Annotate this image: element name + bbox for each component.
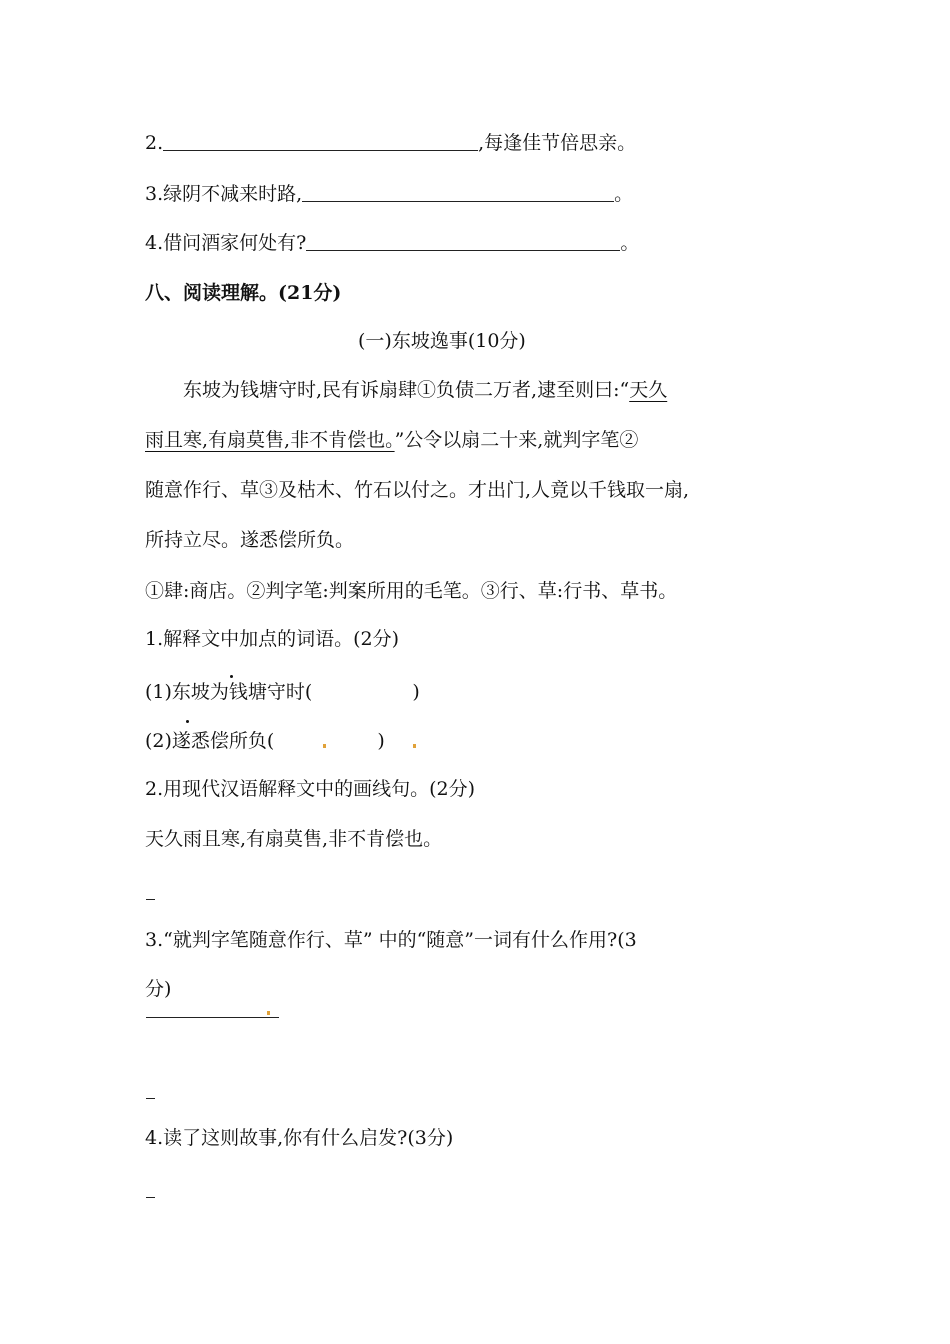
passage-line-3: 随意作行、草③及枯木、竹石以付之。才出门,人竟以千钱取一扇,	[145, 479, 690, 501]
answer-blank[interactable]	[302, 183, 614, 202]
question-1-2-close: )	[377, 730, 385, 752]
poem-line-4	[145, 230, 639, 256]
poem-3-prefix: 3.绿阴不减来时路,	[145, 183, 303, 205]
question-4: 4.读了这则故事,你有什么启发?(3分)	[145, 1127, 454, 1149]
poem-4-prefix: 4.借问酒家何处有?	[145, 232, 307, 254]
question-1-2-text: (2)遂悉偿所负(	[145, 730, 275, 752]
underlined-sentence-b: 雨且寒,有扇莫售,非不肯偿也。	[145, 429, 395, 451]
poem-2-suffix: ,每逢佳节倍思亲。	[478, 132, 637, 154]
section-heading: 八、阅读理解。(21分)	[145, 282, 342, 304]
passage-line-4: 所持立尽。遂悉偿所负。	[145, 529, 355, 551]
passage-text	[145, 365, 815, 565]
question-2: 2.用现代汉语解释文中的画线句。(2分)	[145, 778, 476, 800]
answer-line[interactable]	[146, 1017, 279, 1018]
passage-title: (一)东坡逸事(10分)	[358, 330, 526, 352]
answer-line[interactable]	[146, 1197, 155, 1198]
question-1-1-close: )	[412, 681, 420, 703]
question-1-1	[145, 679, 420, 705]
question-3-line-1: 3.“就判字笔随意作行、草” 中的“随意”一词有什么作用?(3	[145, 929, 637, 951]
underlined-sentence-a: 天久	[629, 379, 668, 401]
question-1-2	[145, 728, 385, 754]
emphasis-dot	[186, 720, 189, 723]
poem-3-suffix: 。	[614, 183, 634, 205]
orange-mark	[323, 744, 326, 748]
answer-blank[interactable]	[306, 232, 620, 251]
orange-mark	[267, 1011, 270, 1015]
poem-line-2	[145, 130, 636, 156]
answer-line[interactable]	[146, 899, 155, 900]
poem-2-prefix: 2.	[145, 132, 164, 154]
question-3-line-2: 分)	[145, 978, 172, 1000]
question-1-1-text: (1)东坡为钱塘守时(	[145, 681, 313, 703]
answer-line[interactable]	[146, 1098, 155, 1099]
emphasis-dot	[230, 675, 233, 678]
question-2-sentence: 天久雨且寒,有扇莫售,非不肯偿也。	[145, 828, 443, 850]
question-1: 1.解释文中加点的词语。(2分)	[145, 628, 400, 650]
poem-line-3	[145, 181, 633, 207]
orange-mark	[413, 744, 416, 748]
passage-part2: ”公令以扇二十来,就判字笔②	[394, 429, 639, 451]
passage-part1: 东坡为钱塘守时,民有诉扇肆①负债二万者,逮至则曰:“	[183, 379, 630, 401]
answer-blank[interactable]	[163, 132, 478, 151]
footnotes: ①肆:商店。②判字笔:判案所用的毛笔。③行、草:行书、草书。	[145, 580, 678, 602]
poem-4-suffix: 。	[620, 232, 640, 254]
